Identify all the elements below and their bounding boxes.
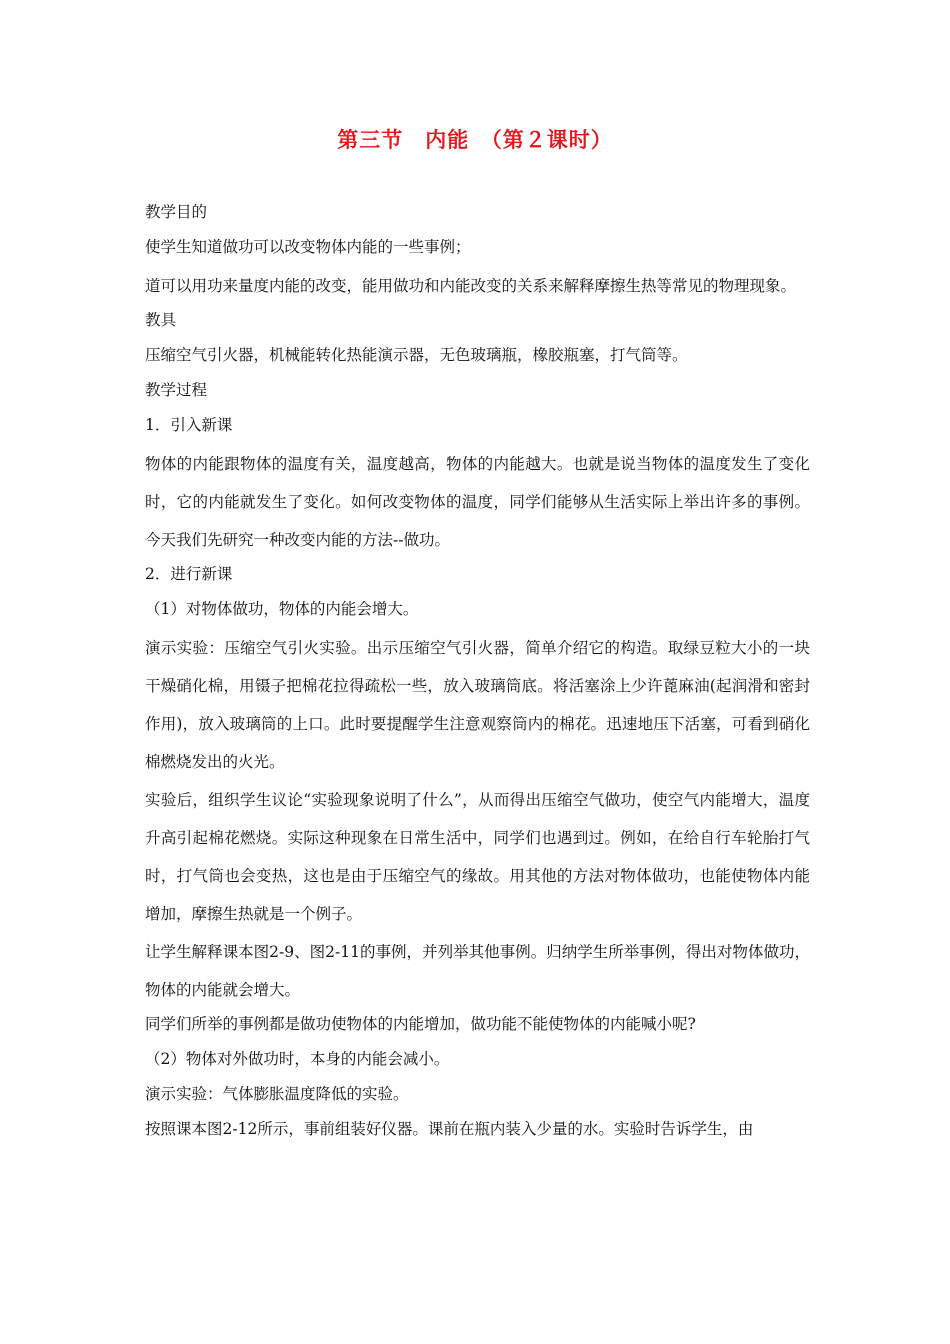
paragraph-heading-objectives: 教学目的	[145, 203, 208, 221]
paragraph: 让学生解释课本图2-9、图2-11的事例，并列举其他事例。归纳学生所举事例，得出对物体做功，物体的内能就会增大。	[145, 943, 810, 999]
paragraph-subheading: （1）对物体做功，物体的内能会增大。	[145, 600, 419, 618]
paragraph: 演示实验：气体膨胀温度降低的实验。	[145, 1085, 409, 1103]
paragraph-heading-process: 教学过程	[145, 381, 208, 399]
paragraph: 压缩空气引火器，机械能转化热能演示器，无色玻璃瓶，橡胶瓶塞，打气筒等。	[145, 346, 688, 364]
page-title: 第三节 内能 （第２课时）	[337, 128, 613, 152]
paragraph: 同学们所举的事例都是做功使物体的内能增加，做功能不能使物体的内能喊小呢?	[145, 1015, 696, 1033]
paragraph-heading-intro: 1．引入新课	[145, 416, 233, 434]
paragraph: 道可以用功来量度内能的改变，能用做功和内能改变的关系来解释摩擦生热等常见的物理现象。	[145, 277, 797, 295]
paragraph: 演示实验：压缩空气引火实验。出示压缩空气引火器，简单介绍它的构造。取绿豆粒大小的一块干燥硝化棉，用镊子把棉花拉得疏松一些，放入玻璃筒底。将活塞涂上少许蓖麻油(起润滑和密封作用)，放入玻璃筒的上口。此时要提醒学生注意观察筒内的棉花。迅速地压下活塞，可看到硝化棉燃烧发出的火光。	[145, 639, 810, 771]
paragraph-heading-new-lesson: 2．进行新课	[145, 565, 233, 583]
paragraph: 物体的内能跟物体的温度有关，温度越高，物体的内能越大。也就是说当物体的温度发生了变化时，它的内能就发生了变化。如何改变物体的温度，同学们能够从生活实际上举出许多的事例。今天我们先研究一种改变内能的方法--做功。	[145, 455, 810, 549]
paragraph: 实验后，组织学生议论“实验现象说明了什么”，从而得出压缩空气做功，使空气内能增大，温度升高引起棉花燃烧。实际这种现象在日常生活中，同学们也遇到过。例如，在给自行车轮胎打气时，打气筒也会变热，这也是由于压缩空气的缘故。用其他的方法对物体做功，也能使物体内能增加，摩擦生热就是一个例子。	[145, 791, 810, 923]
paragraph: 按照课本图2-12所示，事前组装好仪器。课前在瓶内装入少量的水。实验时告诉学生，由	[145, 1120, 754, 1138]
paragraph-subheading: （2）物体对外做功时，本身的内能会减小。	[145, 1050, 450, 1068]
paragraph: 使学生知道做功可以改变物体内能的一些事例；	[145, 238, 471, 256]
paragraph-heading-tools: 教具	[145, 311, 177, 329]
document-body	[145, 197, 810, 1144]
